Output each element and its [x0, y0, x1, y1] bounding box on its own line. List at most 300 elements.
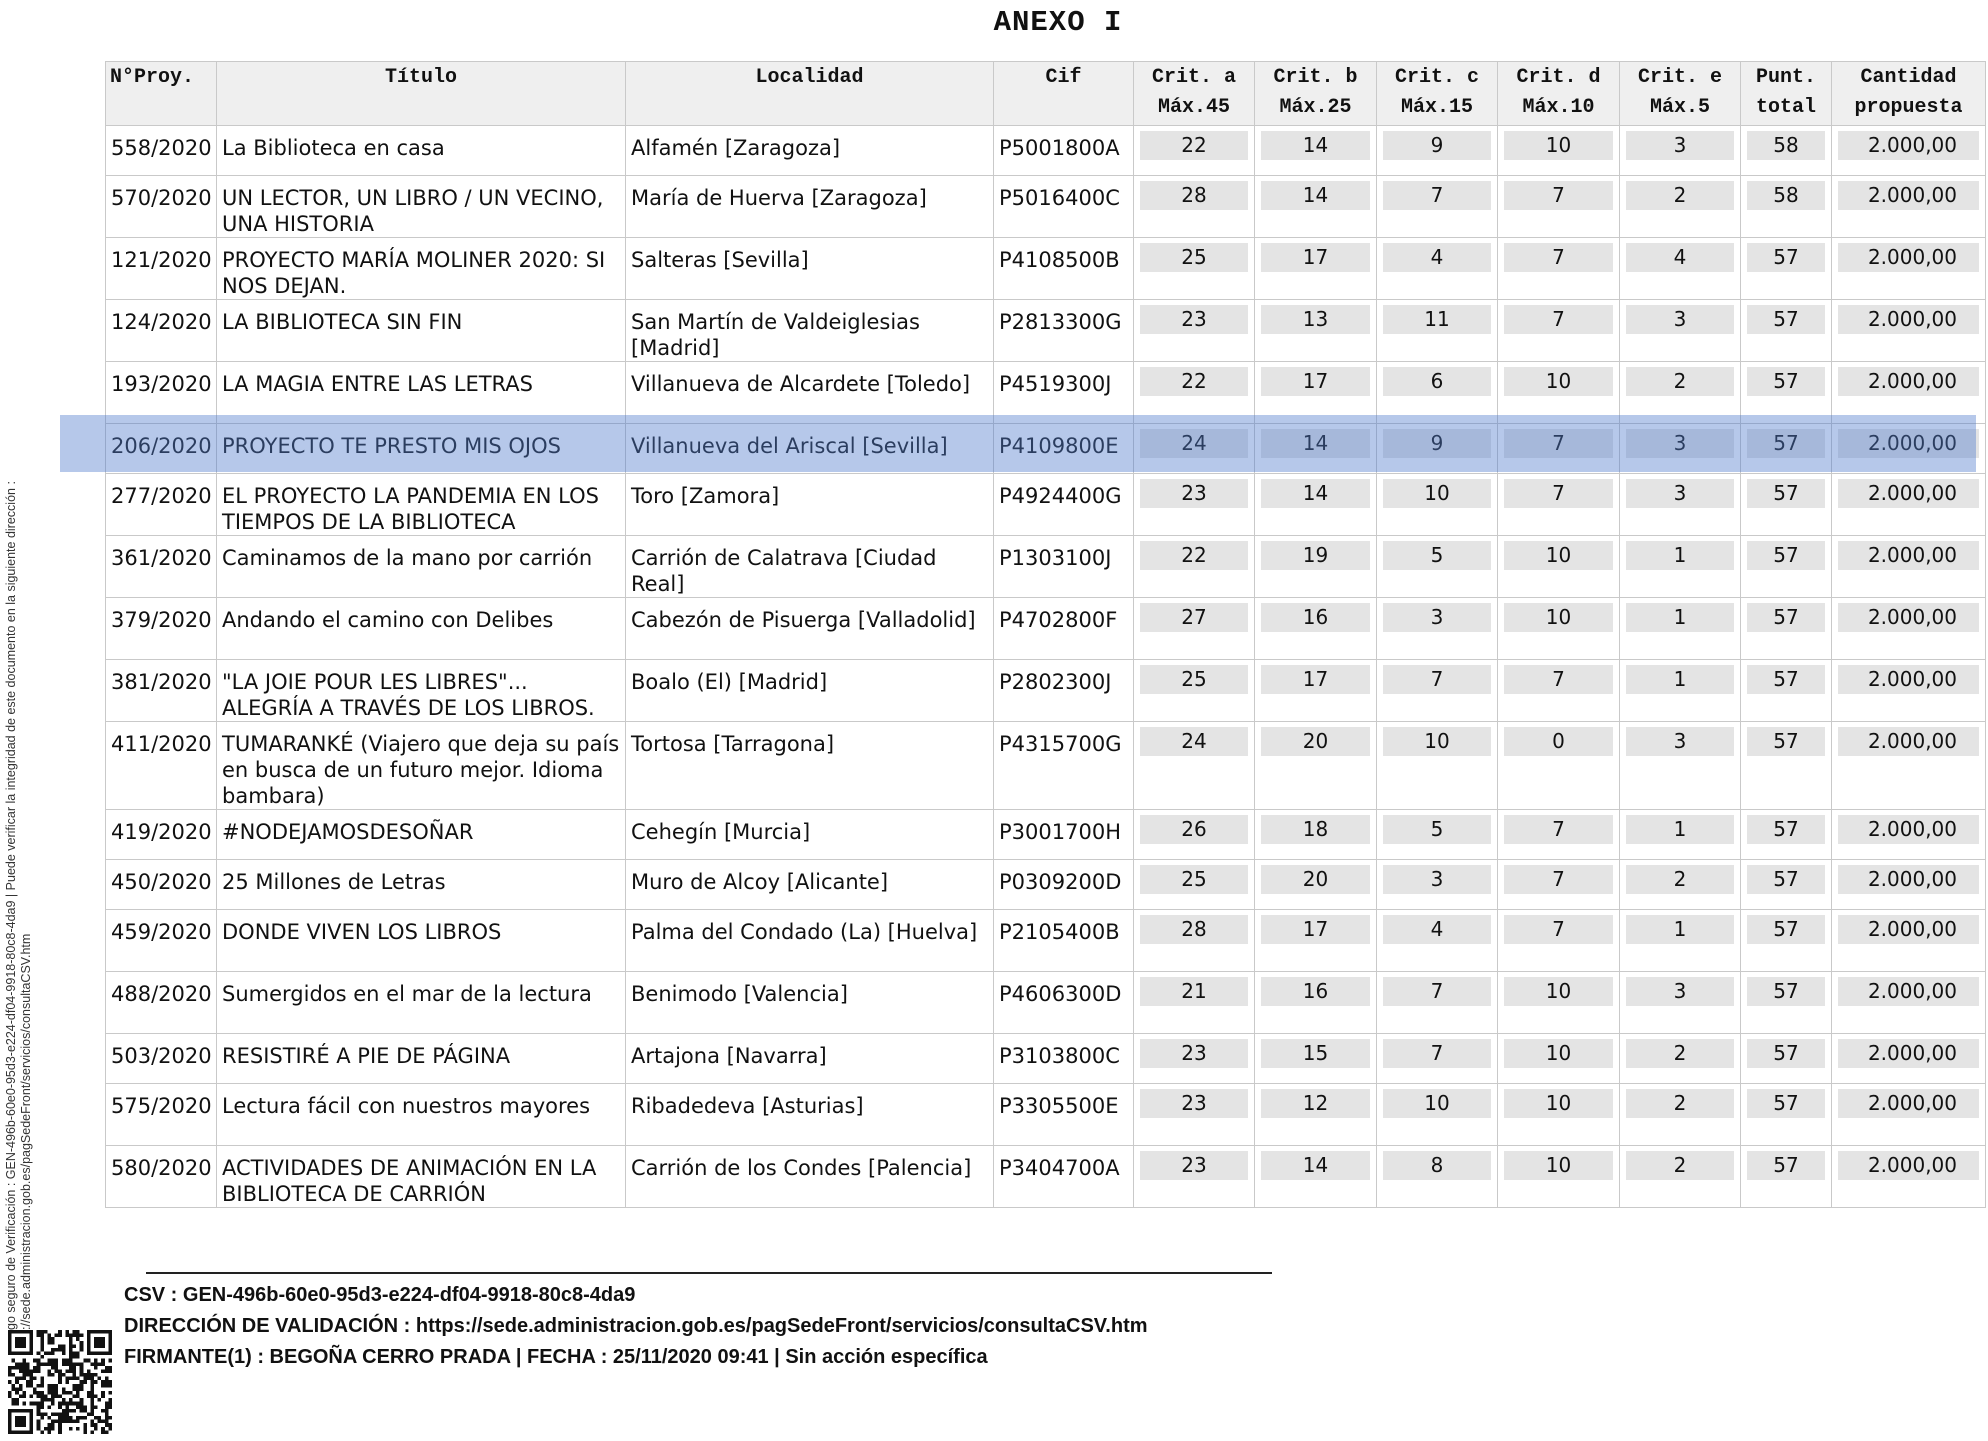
score-value: 2.000,00 — [1838, 727, 1979, 756]
cell-cif: P2813300G — [994, 300, 1134, 362]
cell-crit-c — [1377, 910, 1498, 972]
cell-cif: P5001800A — [994, 126, 1134, 176]
cell-crit-a — [1134, 536, 1255, 598]
score-value: 22 — [1140, 131, 1248, 160]
cell-project-number: 206/2020 — [106, 424, 217, 474]
score-value: 9 — [1383, 131, 1491, 160]
score-value: 3 — [1383, 865, 1491, 894]
score-value: 58 — [1747, 181, 1825, 210]
cell-locality: Villanueva de Alcardete [Toledo] — [626, 362, 994, 424]
cell-amount — [1832, 598, 1986, 660]
table-row[interactable] — [106, 972, 1986, 1034]
table-row[interactable] — [106, 1034, 1986, 1084]
score-value: 18 — [1261, 815, 1370, 844]
table-row[interactable] — [106, 660, 1986, 722]
cell-crit-b — [1255, 362, 1377, 424]
cell-crit-d — [1498, 660, 1620, 722]
score-value: 7 — [1383, 977, 1491, 1006]
score-value: 3 — [1626, 479, 1734, 508]
score-value: 10 — [1504, 367, 1613, 396]
cell-locality: Artajona [Navarra] — [626, 1034, 994, 1084]
score-value: 14 — [1261, 131, 1370, 160]
score-value: 2 — [1626, 1039, 1734, 1068]
score-value: 57 — [1747, 305, 1825, 334]
score-value: 12 — [1261, 1089, 1370, 1118]
cell-cif: P1303100J — [994, 536, 1134, 598]
cell-crit-d — [1498, 1034, 1620, 1084]
table-row[interactable] — [106, 176, 1986, 238]
score-value: 1 — [1626, 915, 1734, 944]
cell-total — [1741, 660, 1832, 722]
score-value: 7 — [1504, 305, 1613, 334]
cell-crit-b — [1255, 474, 1377, 536]
table-row[interactable] — [106, 238, 1986, 300]
cell-total — [1741, 424, 1832, 474]
score-value: 10 — [1383, 727, 1491, 756]
score-value: 26 — [1140, 815, 1248, 844]
table-body — [106, 126, 1986, 1208]
cell-title: "LA JOIE POUR LES LIBRES"... ALEGRÍA A TRAVÉS DE LOS LIBROS. — [217, 660, 626, 722]
header-cell: Crit. e Máx.5 — [1620, 62, 1741, 126]
score-value: 16 — [1261, 977, 1370, 1006]
verification-side-text — [4, 430, 34, 1330]
table-row[interactable] — [106, 810, 1986, 860]
cell-cif: P0309200D — [994, 860, 1134, 910]
side-line-1: go seguro de Verificación : GEN-496b-60e0-95d3-e224-df04-9918-80c8-4da9 | Puede verificar la integridad de este documento en la siguiente dirección : — [4, 481, 18, 1330]
score-value: 58 — [1747, 131, 1825, 160]
cell-cif: P3001700H — [994, 810, 1134, 860]
table-row[interactable] — [106, 536, 1986, 598]
score-value: 57 — [1747, 1151, 1825, 1180]
cell-project-number: 450/2020 — [106, 860, 217, 910]
signer-info: FIRMANTE(1) : BEGOÑA CERRO PRADA | FECHA : 25/11/2020 09:41 | Sin acción específica — [124, 1346, 988, 1368]
table-row[interactable] — [106, 1146, 1986, 1208]
score-value: 3 — [1626, 727, 1734, 756]
score-value: 3 — [1626, 429, 1734, 458]
cell-title: Andando el camino con Delibes — [217, 598, 626, 660]
table-row[interactable] — [106, 1084, 1986, 1146]
projects-table — [105, 61, 1986, 1208]
score-value: 14 — [1261, 1151, 1370, 1180]
cell-cif: P3404700A — [994, 1146, 1134, 1208]
cell-cif: P4519300J — [994, 362, 1134, 424]
score-value: 1 — [1626, 815, 1734, 844]
cell-amount — [1832, 810, 1986, 860]
score-value: 23 — [1140, 1151, 1248, 1180]
score-value: 7 — [1504, 665, 1613, 694]
cell-crit-a — [1134, 1084, 1255, 1146]
score-value: 2.000,00 — [1838, 603, 1979, 632]
cell-crit-c — [1377, 238, 1498, 300]
cell-project-number: 503/2020 — [106, 1034, 217, 1084]
cell-crit-c — [1377, 660, 1498, 722]
table-row[interactable] — [106, 910, 1986, 972]
score-value: 2.000,00 — [1838, 243, 1979, 272]
cell-locality: Palma del Condado (La) [Huelva] — [626, 910, 994, 972]
cell-locality: Carrión de los Condes [Palencia] — [626, 1146, 994, 1208]
cell-crit-d — [1498, 598, 1620, 660]
cell-title: 25 Millones de Letras — [217, 860, 626, 910]
score-value: 57 — [1747, 243, 1825, 272]
score-value: 23 — [1140, 1089, 1248, 1118]
cell-crit-d — [1498, 238, 1620, 300]
cell-project-number: 488/2020 — [106, 972, 217, 1034]
cell-cif: P4315700G — [994, 722, 1134, 810]
score-value: 3 — [1383, 603, 1491, 632]
cell-title: Sumergidos en el mar de la lectura — [217, 972, 626, 1034]
cell-title: TUMARANKÉ (Viajero que deja su país en busca de un futuro mejor. Idioma bambara) — [217, 722, 626, 810]
cell-locality: Salteras [Sevilla] — [626, 238, 994, 300]
cell-crit-e — [1620, 1146, 1741, 1208]
cell-crit-a — [1134, 300, 1255, 362]
score-value: 22 — [1140, 367, 1248, 396]
cell-crit-e — [1620, 910, 1741, 972]
cell-total — [1741, 1146, 1832, 1208]
table-row[interactable] — [106, 474, 1986, 536]
cell-total — [1741, 1034, 1832, 1084]
header-cell: Crit. d Máx.10 — [1498, 62, 1620, 126]
cell-amount — [1832, 660, 1986, 722]
score-value: 13 — [1261, 305, 1370, 334]
cell-project-number: 419/2020 — [106, 810, 217, 860]
cell-project-number: 558/2020 — [106, 126, 217, 176]
cell-cif: P5016400C — [994, 176, 1134, 238]
cell-crit-d — [1498, 1084, 1620, 1146]
score-value: 2.000,00 — [1838, 181, 1979, 210]
score-value: 2 — [1626, 1089, 1734, 1118]
cell-cif: P4702800F — [994, 598, 1134, 660]
cell-title: LA BIBLIOTECA SIN FIN — [217, 300, 626, 362]
score-value: 17 — [1261, 367, 1370, 396]
cell-title: RESISTIRÉ A PIE DE PÁGINA — [217, 1034, 626, 1084]
cell-crit-a — [1134, 1146, 1255, 1208]
cell-locality: San Martín de Valdeiglesias [Madrid] — [626, 300, 994, 362]
table-row[interactable] — [106, 126, 1986, 176]
score-value: 7 — [1504, 479, 1613, 508]
validation-address[interactable]: DIRECCIÓN DE VALIDACIÓN : https://sede.administracion.gob.es/pagSedeFront/servicios/consultaCSV.htm — [124, 1315, 1148, 1337]
cell-crit-e — [1620, 660, 1741, 722]
cell-total — [1741, 238, 1832, 300]
cell-crit-e — [1620, 176, 1741, 238]
cell-project-number: 277/2020 — [106, 474, 217, 536]
document-title: ANEXO I — [993, 6, 1123, 39]
score-value: 10 — [1504, 603, 1613, 632]
cell-crit-c — [1377, 300, 1498, 362]
cell-amount — [1832, 1146, 1986, 1208]
score-value: 2.000,00 — [1838, 815, 1979, 844]
score-value: 57 — [1747, 865, 1825, 894]
score-value: 57 — [1747, 1089, 1825, 1118]
cell-total — [1741, 362, 1832, 424]
cell-crit-c — [1377, 860, 1498, 910]
cell-crit-c — [1377, 536, 1498, 598]
cell-amount — [1832, 474, 1986, 536]
score-value: 1 — [1626, 665, 1734, 694]
cell-project-number: 570/2020 — [106, 176, 217, 238]
cell-amount — [1832, 362, 1986, 424]
score-value: 2.000,00 — [1838, 367, 1979, 396]
cell-amount — [1832, 536, 1986, 598]
score-value: 2.000,00 — [1838, 429, 1979, 458]
score-value: 2.000,00 — [1838, 977, 1979, 1006]
cell-crit-a — [1134, 176, 1255, 238]
cell-total — [1741, 126, 1832, 176]
cell-title: #NODEJAMOSDESOÑAR — [217, 810, 626, 860]
cell-project-number: 381/2020 — [106, 660, 217, 722]
cell-cif: P2802300J — [994, 660, 1134, 722]
header-cell: Cif — [994, 62, 1134, 126]
cell-crit-e — [1620, 598, 1741, 660]
cell-crit-d — [1498, 722, 1620, 810]
cell-crit-a — [1134, 660, 1255, 722]
table-row[interactable] — [106, 300, 1986, 362]
score-value: 7 — [1504, 181, 1613, 210]
score-value: 4 — [1626, 243, 1734, 272]
cell-title: UN LECTOR, UN LIBRO / UN VECINO, UNA HISTORIA — [217, 176, 626, 238]
cell-crit-b — [1255, 810, 1377, 860]
score-value: 24 — [1140, 429, 1248, 458]
cell-crit-c — [1377, 362, 1498, 424]
score-value: 2.000,00 — [1838, 865, 1979, 894]
cell-title: Lectura fácil con nuestros mayores — [217, 1084, 626, 1146]
cell-locality: María de Huerva [Zaragoza] — [626, 176, 994, 238]
score-value: 3 — [1626, 305, 1734, 334]
score-value: 7 — [1383, 1039, 1491, 1068]
cell-crit-b — [1255, 722, 1377, 810]
score-value: 57 — [1747, 665, 1825, 694]
cell-amount — [1832, 126, 1986, 176]
score-value: 23 — [1140, 479, 1248, 508]
cell-total — [1741, 722, 1832, 810]
header-cell: Crit. b Máx.25 — [1255, 62, 1377, 126]
cell-locality: Carrión de Calatrava [Ciudad Real] — [626, 536, 994, 598]
score-value: 7 — [1383, 665, 1491, 694]
cell-crit-c — [1377, 424, 1498, 474]
score-value: 10 — [1504, 131, 1613, 160]
score-value: 57 — [1747, 815, 1825, 844]
cell-locality: Cehegín [Murcia] — [626, 810, 994, 860]
signature-rule — [146, 1272, 1272, 1274]
cell-crit-a — [1134, 126, 1255, 176]
score-value: 9 — [1383, 429, 1491, 458]
score-value: 3 — [1626, 977, 1734, 1006]
cell-locality: Villanueva del Ariscal [Sevilla] — [626, 424, 994, 474]
score-value: 21 — [1140, 977, 1248, 1006]
cell-crit-c — [1377, 474, 1498, 536]
header-cell: Punt. total — [1741, 62, 1832, 126]
cell-amount — [1832, 424, 1986, 474]
score-value: 4 — [1383, 915, 1491, 944]
cell-project-number: 193/2020 — [106, 362, 217, 424]
score-value: 1 — [1626, 603, 1734, 632]
table-row[interactable] — [106, 424, 1986, 474]
header-cell: Crit. a Máx.45 — [1134, 62, 1255, 126]
score-value: 3 — [1626, 131, 1734, 160]
cell-crit-d — [1498, 362, 1620, 424]
score-value: 57 — [1747, 915, 1825, 944]
cell-project-number: 124/2020 — [106, 300, 217, 362]
cell-cif: P3305500E — [994, 1084, 1134, 1146]
cell-cif: P3103800C — [994, 1034, 1134, 1084]
score-value: 24 — [1140, 727, 1248, 756]
table-row[interactable] — [106, 722, 1986, 810]
cell-crit-b — [1255, 300, 1377, 362]
cell-crit-a — [1134, 722, 1255, 810]
cell-crit-b — [1255, 972, 1377, 1034]
score-value: 7 — [1504, 815, 1613, 844]
cell-crit-b — [1255, 660, 1377, 722]
score-value: 15 — [1261, 1039, 1370, 1068]
table-row[interactable] — [106, 362, 1986, 424]
table-row[interactable] — [106, 598, 1986, 660]
cell-project-number: 459/2020 — [106, 910, 217, 972]
cell-crit-a — [1134, 810, 1255, 860]
cell-crit-c — [1377, 1034, 1498, 1084]
cell-crit-e — [1620, 300, 1741, 362]
cell-crit-c — [1377, 1146, 1498, 1208]
score-value: 2.000,00 — [1838, 479, 1979, 508]
cell-crit-d — [1498, 910, 1620, 972]
score-value: 27 — [1140, 603, 1248, 632]
cell-total — [1741, 536, 1832, 598]
cell-crit-b — [1255, 598, 1377, 660]
score-value: 23 — [1140, 305, 1248, 334]
cell-crit-a — [1134, 860, 1255, 910]
cell-crit-a — [1134, 972, 1255, 1034]
cell-project-number: 121/2020 — [106, 238, 217, 300]
score-value: 7 — [1504, 915, 1613, 944]
score-value: 28 — [1140, 181, 1248, 210]
cell-crit-b — [1255, 1146, 1377, 1208]
score-value: 10 — [1383, 479, 1491, 508]
score-value: 57 — [1747, 429, 1825, 458]
score-value: 17 — [1261, 243, 1370, 272]
score-value: 22 — [1140, 541, 1248, 570]
score-value: 1 — [1626, 541, 1734, 570]
cell-amount — [1832, 1034, 1986, 1084]
cell-total — [1741, 176, 1832, 238]
cell-amount — [1832, 722, 1986, 810]
cell-crit-c — [1377, 810, 1498, 860]
cell-title: Caminamos de la mano por carrión — [217, 536, 626, 598]
cell-amount — [1832, 176, 1986, 238]
cell-amount — [1832, 972, 1986, 1034]
score-value: 2.000,00 — [1838, 665, 1979, 694]
score-value: 17 — [1261, 665, 1370, 694]
csv-code: CSV : GEN-496b-60e0-95d3-e224-df04-9918-80c8-4da9 — [124, 1284, 636, 1306]
cell-crit-b — [1255, 1084, 1377, 1146]
score-value: 25 — [1140, 865, 1248, 894]
cell-crit-d — [1498, 300, 1620, 362]
cell-total — [1741, 474, 1832, 536]
cell-project-number: 411/2020 — [106, 722, 217, 810]
header-cell: Localidad — [626, 62, 994, 126]
cell-crit-e — [1620, 1084, 1741, 1146]
score-value: 57 — [1747, 1039, 1825, 1068]
table-row[interactable] — [106, 860, 1986, 910]
cell-crit-a — [1134, 1034, 1255, 1084]
cell-crit-d — [1498, 810, 1620, 860]
cell-title: La Biblioteca en casa — [217, 126, 626, 176]
score-value: 57 — [1747, 977, 1825, 1006]
cell-crit-b — [1255, 424, 1377, 474]
cell-cif: P4606300D — [994, 972, 1134, 1034]
cell-locality: Cabezón de Pisuerga [Valladolid] — [626, 598, 994, 660]
cell-crit-e — [1620, 474, 1741, 536]
cell-project-number: 361/2020 — [106, 536, 217, 598]
cell-crit-a — [1134, 424, 1255, 474]
score-value: 10 — [1504, 1089, 1613, 1118]
cell-crit-e — [1620, 424, 1741, 474]
cell-total — [1741, 1084, 1832, 1146]
cell-crit-b — [1255, 238, 1377, 300]
score-value: 16 — [1261, 603, 1370, 632]
cell-total — [1741, 598, 1832, 660]
cell-total — [1741, 910, 1832, 972]
cell-total — [1741, 972, 1832, 1034]
cell-cif: P4924400G — [994, 474, 1134, 536]
cell-title: ACTIVIDADES DE ANIMACIÓN EN LA BIBLIOTECA DE CARRIÓN — [217, 1146, 626, 1208]
header-cell: Crit. c Máx.15 — [1377, 62, 1498, 126]
cell-amount — [1832, 238, 1986, 300]
score-value: 25 — [1140, 243, 1248, 272]
cell-locality: Alfamén [Zaragoza] — [626, 126, 994, 176]
score-value: 2.000,00 — [1838, 1039, 1979, 1068]
score-value: 2.000,00 — [1838, 305, 1979, 334]
cell-cif: P2105400B — [994, 910, 1134, 972]
score-value: 5 — [1383, 541, 1491, 570]
cell-crit-e — [1620, 238, 1741, 300]
cell-crit-d — [1498, 474, 1620, 536]
cell-total — [1741, 300, 1832, 362]
cell-locality: Ribadedeva [Asturias] — [626, 1084, 994, 1146]
score-value: 7 — [1504, 429, 1613, 458]
score-value: 10 — [1504, 541, 1613, 570]
qr-code-icon — [8, 1330, 112, 1434]
cell-title: PROYECTO MARÍA MOLINER 2020: SI NOS DEJAN. — [217, 238, 626, 300]
cell-crit-e — [1620, 1034, 1741, 1084]
score-value: 2.000,00 — [1838, 915, 1979, 944]
score-value: 20 — [1261, 865, 1370, 894]
score-value: 17 — [1261, 915, 1370, 944]
cell-locality: Benimodo [Valencia] — [626, 972, 994, 1034]
cell-crit-c — [1377, 972, 1498, 1034]
cell-locality: Boalo (El) [Madrid] — [626, 660, 994, 722]
cell-project-number: 575/2020 — [106, 1084, 217, 1146]
cell-locality: Muro de Alcoy [Alicante] — [626, 860, 994, 910]
cell-crit-b — [1255, 536, 1377, 598]
score-value: 57 — [1747, 541, 1825, 570]
cell-project-number: 379/2020 — [106, 598, 217, 660]
cell-crit-e — [1620, 362, 1741, 424]
cell-crit-d — [1498, 176, 1620, 238]
cell-crit-b — [1255, 860, 1377, 910]
score-value: 2.000,00 — [1838, 131, 1979, 160]
cell-total — [1741, 860, 1832, 910]
score-value: 23 — [1140, 1039, 1248, 1068]
cell-amount — [1832, 910, 1986, 972]
score-value: 57 — [1747, 367, 1825, 396]
score-value: 5 — [1383, 815, 1491, 844]
score-value: 6 — [1383, 367, 1491, 396]
cell-crit-b — [1255, 910, 1377, 972]
side-line-2: ://sede.administracion.gob.es/pagSedeFront/servicios/consultaCSV.htm — [19, 933, 33, 1330]
cell-crit-e — [1620, 972, 1741, 1034]
cell-crit-b — [1255, 176, 1377, 238]
cell-crit-c — [1377, 598, 1498, 660]
cell-crit-b — [1255, 126, 1377, 176]
signature-footer — [124, 1280, 1148, 1373]
